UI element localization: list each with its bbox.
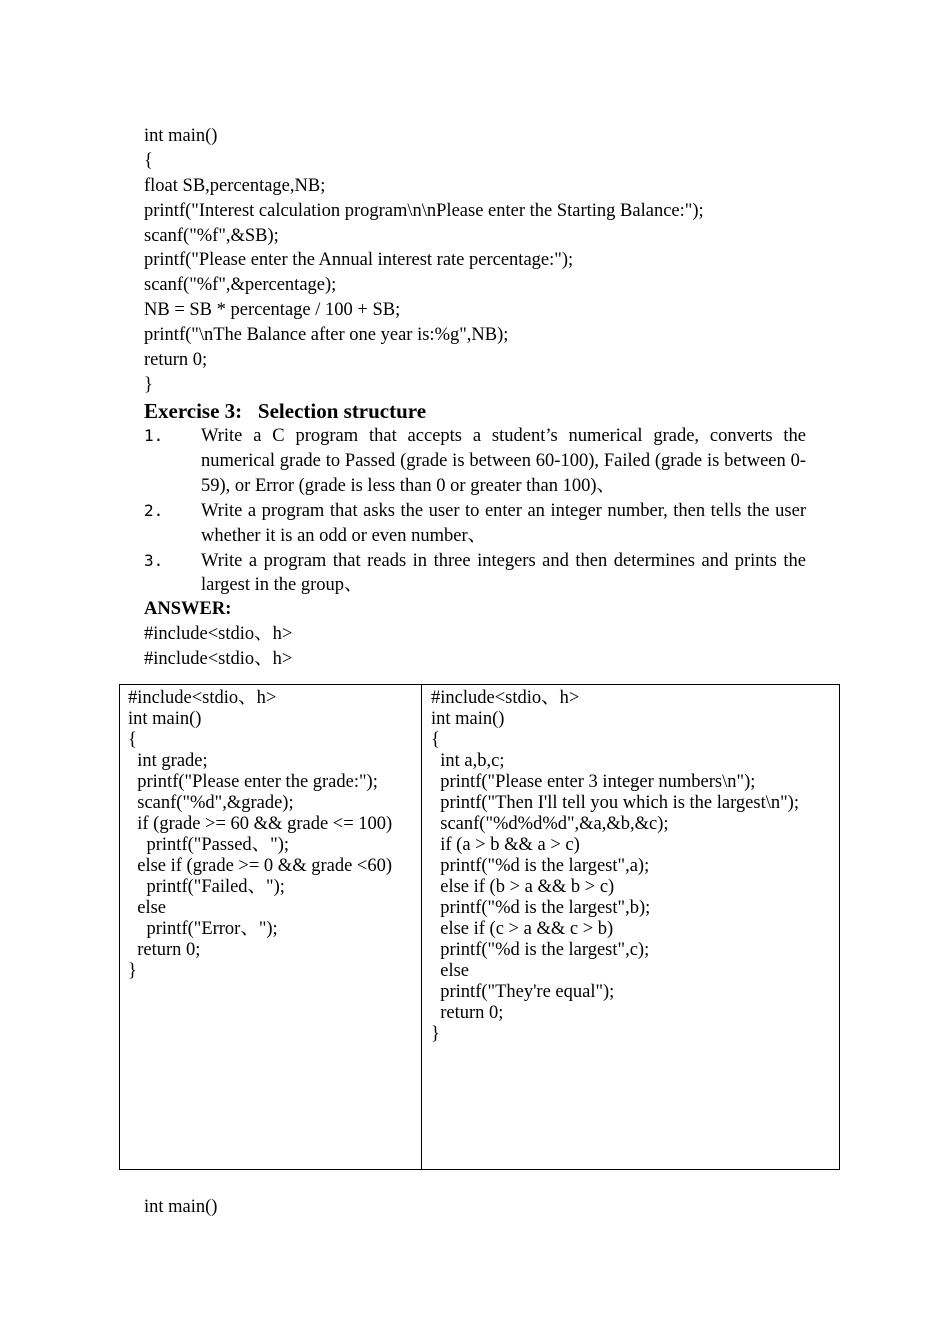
list-number: 3. [144,550,164,570]
code-line: printf("Error、"); [128,919,278,939]
exercise-list [144,424,806,598]
answer-code-table [119,684,840,1170]
list-item [144,499,806,549]
code-line: printf("Please enter the Annual interest rate percentage:"); [144,250,574,271]
code-line: printf("Passed、"); [128,835,290,855]
code-line: { [144,150,153,171]
code-line: scanf("%f",&SB); [144,225,279,246]
code-line: printf("%d is the largest",b); [431,898,651,918]
code-line: return 0; [128,940,201,960]
list-text: Write a C program that accepts a student’s numerical grade, converts the numerical grade to Passed (grade is between 60-100), Failed (grade is between 0-59), or Error (grade is less than 0 or greater than 100)、 [201,426,806,496]
code-line: scanf("%f",&percentage); [144,275,337,296]
code-line: else [128,898,167,918]
code-line: printf("Please enter the grade:"); [128,772,378,792]
code-line: } [144,374,153,395]
code-line: if (a > b && a > c) [431,835,580,855]
code-line: int a,b,c; [431,751,505,771]
code-line: int grade; [128,751,208,771]
include-line: #include<stdio、h> [144,623,293,644]
include-line: #include<stdio、h> [144,648,293,669]
answer-label: ANSWER: [144,599,232,619]
code-line: else if (c > a && c > b) [431,919,614,939]
code-line: int main() [431,709,505,729]
code-line: int main() [144,126,218,146]
code-line: return 0; [144,350,208,371]
code-line: printf("They're equal"); [431,982,615,1002]
code-line: float SB,percentage,NB; [144,175,326,196]
code-line: printf("\nThe Balance after one year is:%g",NB); [144,325,509,346]
list-text: Write a program that reads in three integers and then determines and prints the largest in the group、 [201,550,806,596]
code-line: { [128,730,137,750]
code-line: printf("%d is the largest",a); [431,856,650,876]
code-line: #include<stdio、h> [431,688,580,708]
code-line: return 0; [431,1003,504,1023]
code-line: if (grade >= 60 && grade <= 100) [128,814,393,834]
code-line: else if (b > a && b > c) [431,877,615,897]
code-line: printf("Then I'll tell you which is the largest\n"); [431,793,799,813]
interest-code-block [144,124,844,398]
exercise-heading: Exercise 3: Selection structure [144,399,427,423]
code-line: printf("%d is the largest",c); [431,940,650,960]
trailing-code-line: int main() [144,1197,218,1217]
code-line: scanf("%d",&grade); [128,793,294,813]
grade-program-cell [120,685,422,1169]
answer-block [144,597,292,672]
code-line: else [431,961,470,981]
code-line: NB = SB * percentage / 100 + SB; [144,300,401,321]
code-line: { [431,730,440,750]
code-line: else if (grade >= 0 && grade <60) [128,856,393,876]
list-text: Write a program that asks the user to enter an integer number, then tells the user whether it is an odd or even number、 [201,500,806,546]
code-line: scanf("%d%d%d",&a,&b,&c); [431,814,669,834]
code-line: } [431,1024,440,1044]
code-line: int main() [128,709,202,729]
code-line: printf("Please enter 3 integer numbers\n"); [431,772,756,792]
list-item [144,424,806,499]
list-item [144,549,806,599]
code-line: } [128,961,137,981]
code-line: printf("Failed、"); [128,877,285,897]
list-number: 1. [144,426,164,445]
code-line: printf("Interest calculation program\n\nPlease enter the Starting Balance:"); [144,200,704,221]
largest-program-cell [422,685,839,1169]
code-line: #include<stdio、h> [128,688,277,708]
list-number: 2. [144,500,164,520]
